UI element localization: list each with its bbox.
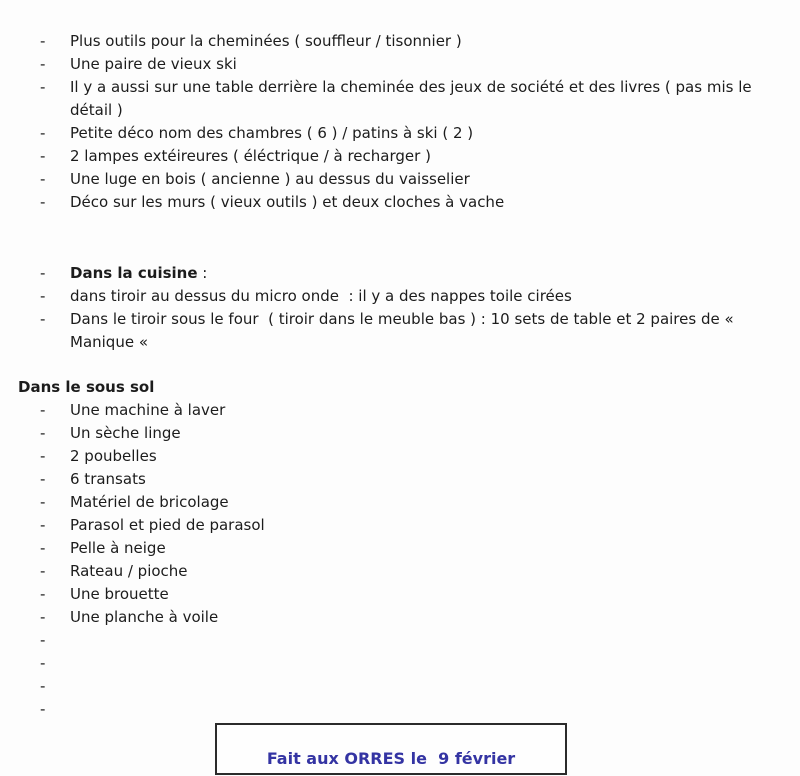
- list-item: [0, 262, 800, 285]
- dash-bullet: -: [40, 539, 46, 557]
- list-item-text: Rateau / pioche: [70, 562, 188, 580]
- cuisine-items-list: [0, 262, 800, 354]
- list-item: [0, 168, 800, 191]
- list-item-text: Dans le tiroir sous le four ( tiroir dans le meuble bas ) : 10 sets de table et 2 paires de « Manique «: [70, 310, 739, 351]
- dash-bullet: -: [40, 516, 46, 534]
- list-item: [0, 399, 800, 422]
- dash-bullet: -: [40, 608, 46, 626]
- basement-heading: Dans le sous sol: [18, 378, 155, 396]
- dash-bullet: -: [40, 654, 46, 672]
- list-item: [0, 285, 800, 308]
- dash-bullet: -: [40, 447, 46, 465]
- list-item-text: Un sèche linge: [70, 424, 181, 442]
- dash-bullet: -: [40, 124, 46, 142]
- list-item: [0, 422, 800, 445]
- list-item-empty: [0, 629, 800, 652]
- list-item: [0, 606, 800, 629]
- dash-bullet: -: [40, 287, 46, 305]
- dash-bullet: -: [40, 32, 46, 50]
- dash-bullet: -: [40, 170, 46, 188]
- list-item: [0, 491, 800, 514]
- dash-bullet: -: [40, 55, 46, 73]
- list-item-text: dans tiroir au dessus du micro onde : il y a des nappes toile cirées: [70, 287, 572, 305]
- list-item-text: Parasol et pied de parasol: [70, 516, 265, 534]
- list-item: [0, 514, 800, 537]
- list-item: [0, 53, 800, 76]
- fireplace-items-list: [0, 0, 800, 214]
- list-item: [0, 445, 800, 468]
- cuisine-heading: Dans la cuisine: [70, 264, 198, 282]
- list-item-text: Une brouette: [70, 585, 169, 603]
- list-item-text: [70, 698, 800, 721]
- list-item-text: Une paire de vieux ski: [70, 55, 237, 73]
- list-item-text: Une luge en bois ( ancienne ) au dessus du vaisselier: [70, 170, 470, 188]
- list-item-text: Une planche à voile: [70, 608, 219, 626]
- list-item-text: Pelle à neige: [70, 539, 166, 557]
- list-item-text: 2 lampes extéireures ( éléctrique / à recharger ): [70, 147, 431, 165]
- cuisine-heading-line: [70, 262, 800, 285]
- list-item-text: Plus outils pour la cheminées ( souffleur / tisonnier ): [70, 32, 462, 50]
- list-item-text: [70, 652, 800, 675]
- list-item-text: Il y a aussi sur une table derrière la cheminée des jeux de société et des livres ( pas mis le détail ): [70, 78, 757, 119]
- list-item-empty: [0, 698, 800, 721]
- dash-bullet: -: [40, 310, 46, 328]
- basement-items-list: [0, 399, 800, 721]
- dash-bullet: -: [40, 585, 46, 603]
- list-item: [0, 560, 800, 583]
- dash-bullet: -: [40, 424, 46, 442]
- list-item-text: [70, 629, 800, 652]
- list-item: [0, 308, 800, 354]
- dash-bullet: -: [40, 631, 46, 649]
- list-item-text: Une machine à laver: [70, 401, 226, 419]
- list-item-text: 6 transats: [70, 470, 146, 488]
- list-item: [0, 145, 800, 168]
- list-item: [0, 468, 800, 491]
- list-item: [0, 76, 800, 122]
- dash-bullet: -: [40, 470, 46, 488]
- cuisine-heading-colon: :: [197, 264, 208, 282]
- list-item: [0, 30, 800, 53]
- dash-bullet: -: [40, 78, 46, 96]
- list-item-text: Petite déco nom des chambres ( 6 ) / patins à ski ( 2 ): [70, 124, 474, 142]
- list-item-text: Matériel de bricolage: [70, 493, 229, 511]
- dash-bullet: -: [40, 677, 46, 695]
- list-item: [0, 583, 800, 606]
- list-item: [0, 537, 800, 560]
- list-item-text: 2 poubelles: [70, 447, 157, 465]
- dash-bullet: -: [40, 700, 46, 718]
- dash-bullet: -: [40, 562, 46, 580]
- dash-bullet: -: [40, 264, 46, 282]
- dash-bullet: -: [40, 193, 46, 211]
- footer-text: Fait aux ORRES le 9 février: [266, 749, 516, 768]
- dash-bullet: -: [40, 493, 46, 511]
- dash-bullet: -: [40, 147, 46, 165]
- dash-bullet: -: [40, 401, 46, 419]
- list-item-text: [70, 675, 800, 698]
- list-item-empty: [0, 652, 800, 675]
- list-item-empty: [0, 675, 800, 698]
- list-item-text: Déco sur les murs ( vieux outils ) et deux cloches à vache: [70, 193, 505, 211]
- footer-box: [215, 723, 567, 775]
- list-item: [0, 191, 800, 214]
- list-item: [0, 122, 800, 145]
